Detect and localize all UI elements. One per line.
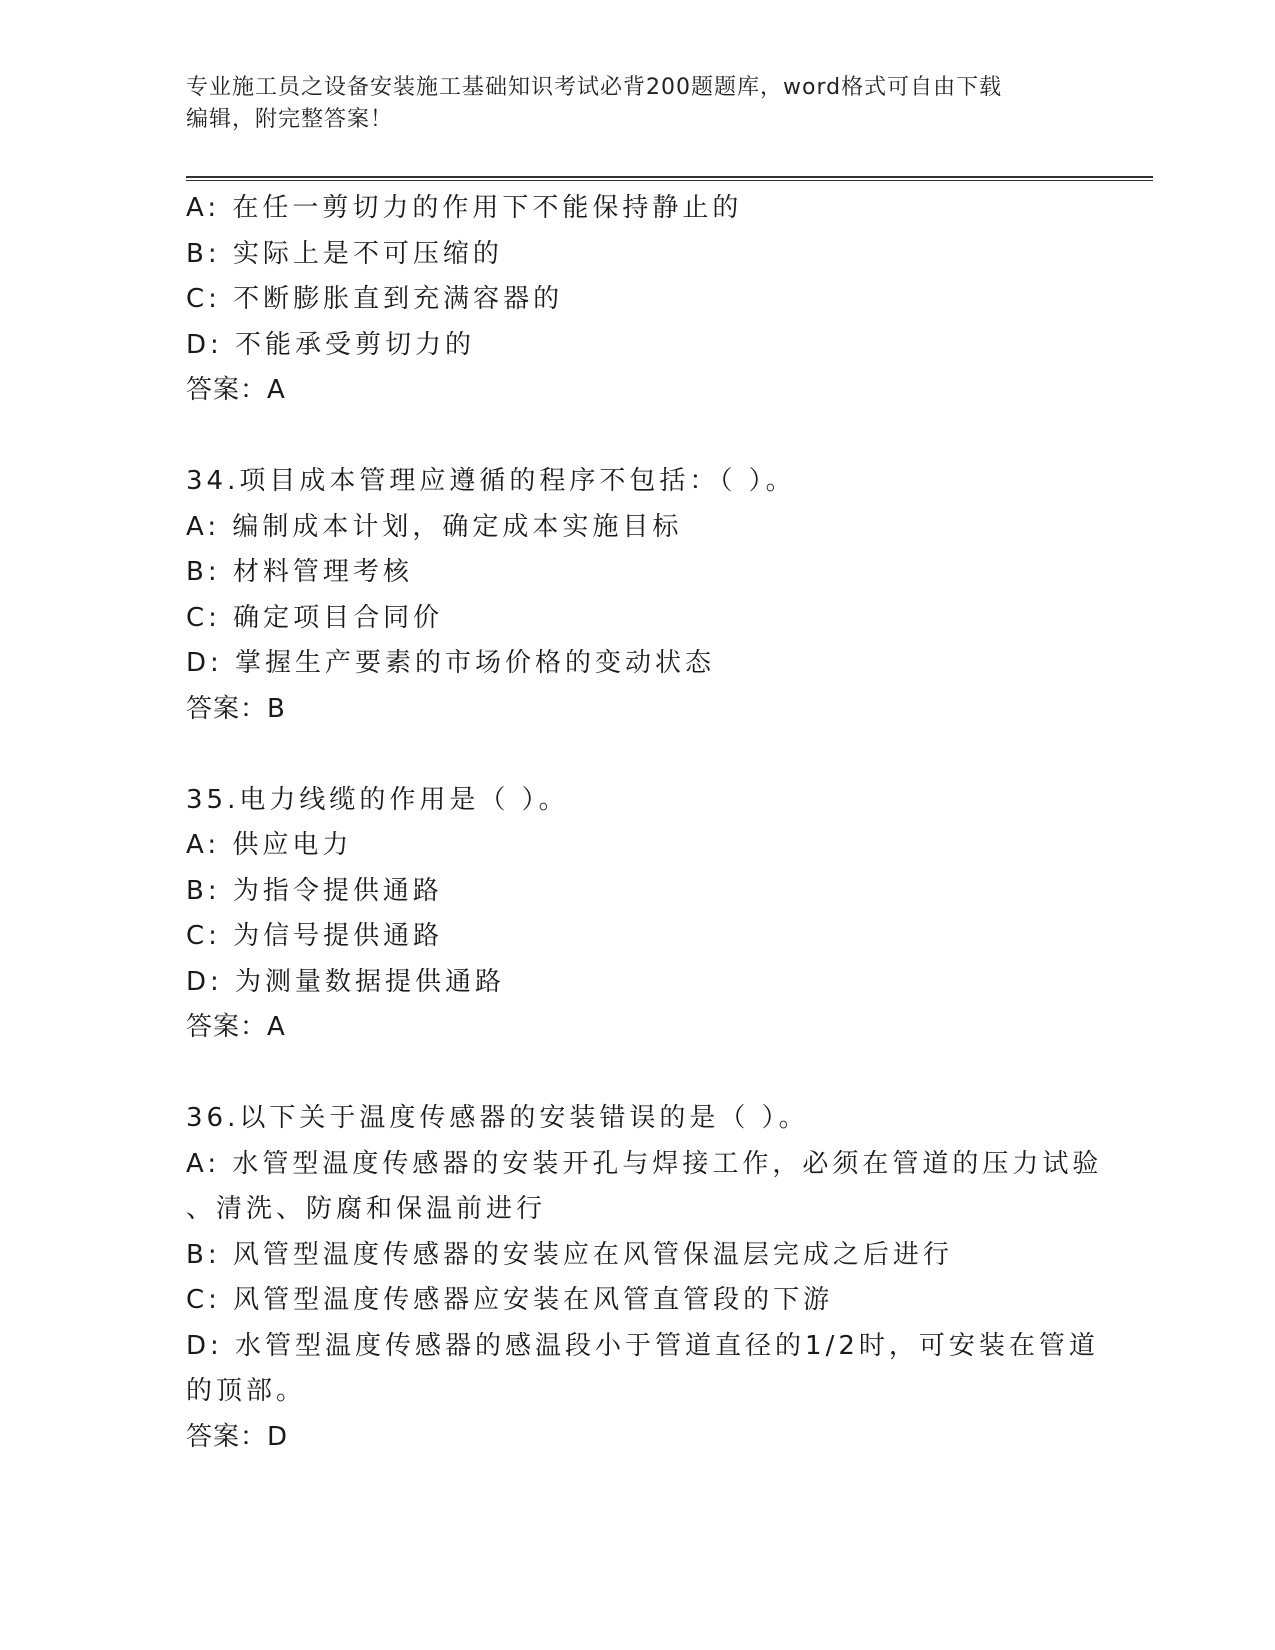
answer: 答案：B bbox=[186, 693, 286, 724]
option-a: A: 在任一剪切力的作用下不能保持静止的 bbox=[186, 193, 743, 223]
answer: 答案：A bbox=[186, 375, 286, 405]
option-d-line-2: 的顶部。 bbox=[186, 1376, 307, 1406]
header-title-line-1: 专业施工员之设备安装施工基础知识考试必背200题题库，word格式可自由下载 bbox=[186, 75, 1003, 100]
option-b: B: 为指令提供通路 bbox=[186, 875, 443, 906]
question-text: 36.以下关于温度传感器的安装错误的是（ ）。 bbox=[186, 1103, 809, 1133]
question-text: 34.项目成本管理应遵循的程序不包括：（ ）。 bbox=[186, 466, 796, 496]
option-b: B: 实际上是不可压缩的 bbox=[186, 238, 503, 269]
option-a: A: 编制成本计划，确定成本实施目标 bbox=[186, 511, 683, 542]
option-a: A: 供应电力 bbox=[186, 830, 353, 860]
question-35 bbox=[186, 778, 1086, 1051]
header-title-line-2: 编辑，附完整答案！ bbox=[186, 107, 394, 132]
option-d: D: 为测量数据提供通路 bbox=[186, 966, 506, 997]
option-d: D: 不能承受剪切力的 bbox=[186, 329, 476, 360]
answer: 答案：A bbox=[186, 1012, 286, 1042]
option-d: D: 掌握生产要素的市场价格的变动状态 bbox=[186, 648, 716, 678]
question-36 bbox=[186, 1096, 1103, 1460]
option-c: C: 不断膨胀直到充满容器的 bbox=[186, 284, 564, 314]
option-a-line-1: A: 水管型温度传感器的安装开孔与焊接工作，必须在管道的压力试验 bbox=[186, 1148, 1103, 1179]
option-c: C: 为信号提供通路 bbox=[186, 921, 444, 951]
answer: 答案：D bbox=[186, 1421, 289, 1452]
question-list bbox=[186, 186, 1103, 1460]
spacer bbox=[186, 1051, 1086, 1097]
question-34 bbox=[186, 459, 1086, 732]
option-b: B: 风管型温度传感器的安装应在风管保温层完成之后进行 bbox=[186, 1239, 953, 1270]
option-c: C: 确定项目合同价 bbox=[186, 602, 444, 633]
spacer bbox=[186, 414, 1086, 460]
option-a-line-2: 、清洗、防腐和保温前进行 bbox=[186, 1194, 547, 1224]
document-header bbox=[186, 72, 1066, 136]
option-c: C: 风管型温度传感器应安装在风管直管段的下游 bbox=[186, 1285, 834, 1315]
header-divider bbox=[186, 176, 1153, 181]
question-33 bbox=[186, 186, 1086, 414]
option-b: B: 材料管理考核 bbox=[186, 557, 413, 587]
question-text: 35.电力线缆的作用是（ ）。 bbox=[186, 784, 569, 815]
option-d-line-1: D: 水管型温度传感器的感温段小于管道直径的1/2时，可安装在管道 bbox=[186, 1330, 1099, 1361]
spacer bbox=[186, 732, 1086, 778]
